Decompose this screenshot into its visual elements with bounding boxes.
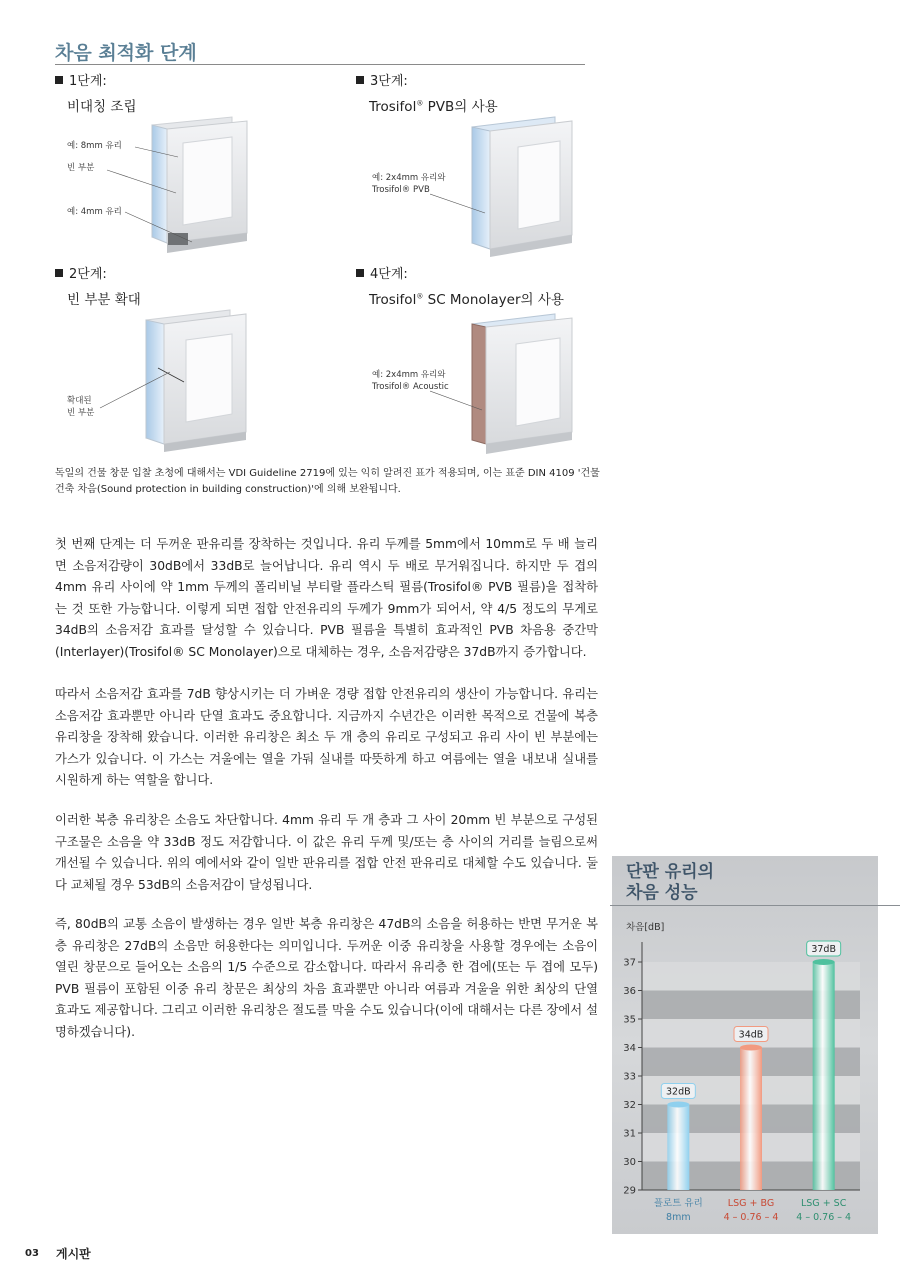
step-3-subtitle: Trosifol® PVB의 사용 — [369, 99, 498, 115]
step-3-label-line2: Trosifol® PVB — [372, 185, 430, 195]
title-rule — [55, 64, 585, 65]
chart-y-tick-label: 29 — [623, 1185, 636, 1197]
chart-y-tick-label: 35 — [623, 1014, 636, 1026]
chart-title-rule — [610, 905, 900, 906]
step-2-label-line1: 확대된 — [67, 396, 92, 406]
paragraph-3: 이러한 복층 유리창은 소음도 차단합니다. 4mm 유리 두 개 층과 그 사이 20mm 빈 부분으로 구성된 구조물은 소음을 약 33dB 정도 저감합니다. 이 값은 유리 두께 및/또는 층 사이의 거리를 늘림으로써 개선될 수 있습니다. 위의 예에서와 같이 일반 판유리를 접합 안전 판유리로 대체할 수도 있습니다. 둘 다 교체될 경우 53dB의 소음저감이 달성됩니다. — [55, 813, 598, 892]
chart-category-label: 플로트 유리 — [653, 1198, 703, 1209]
chart-category-label: LSG + BG — [727, 1198, 775, 1209]
sound-insulation-chart — [612, 912, 878, 1234]
chart-y-tick-label: 34 — [623, 1043, 636, 1054]
step-4-heading — [356, 266, 408, 284]
step-2-heading — [55, 266, 107, 284]
step-3-heading — [356, 73, 408, 91]
chart-y-tick-label: 30 — [623, 1157, 636, 1168]
chart-category-label: LSG + SC — [800, 1198, 847, 1209]
step-2-heading-text: 2단계: — [69, 267, 107, 282]
chart-bar — [740, 1048, 762, 1191]
chart-bar — [667, 1105, 689, 1191]
paragraph-4: 즉, 80dB의 교통 소음이 발생하는 경우 일반 복층 유리창은 47dB의 소음을 허용하는 반면 무거운 복층 유리창은 27dB의 소음만 허용한다는 의미입니다. 두꺼운 이중 유리창을 사용할 경우에는 소음이 열린 창문으로 들어오는 소음의 1/5 수준으로 감소합니다. 따라서 유리층 한 겹에(또는 두 겹에 모두) PVB 필름이 포함된 이중 유리 창문은 최상의 차음 효과뿐만 아니라 여름과 겨울을 위한 최상의 단열 효과도 제공합니다. 그리고 이러한 유리창은 절도를 막을 수도 있습니다(이에 대해서는 다른 장에서 설명하겠습니다). — [55, 917, 598, 1039]
step-3-label-line1: 예: 2x4mm 유리와 — [372, 173, 446, 183]
chart-bar-cap — [813, 959, 835, 965]
step-4-heading-text: 4단계: — [370, 267, 408, 282]
step-4-subtitle: Trosifol® SC Monolayer의 사용 — [369, 292, 564, 308]
section-title: 차음 최적화 단계 — [55, 42, 197, 64]
step-4-label-line2: Trosifol® Acoustic — [372, 382, 449, 392]
step-1-label-gap: 빈 부분 — [67, 163, 95, 173]
chart-category-spec: 4 – 0.76 – 4 — [796, 1212, 852, 1223]
chart-title: 단판 유리의 차음 성능 — [626, 862, 715, 903]
chart-y-tick-label: 31 — [623, 1128, 636, 1140]
glass-diagram-step-2 — [80, 308, 260, 458]
footer-name: 게시판 — [56, 1247, 91, 1261]
chart-value-label: 37dB — [811, 944, 836, 955]
chart-bar-cap — [740, 1045, 762, 1051]
footnote: 독일의 건물 창문 입찰 초청에 대해서는 VDI Guideline 2719에 있는 익히 알려진 표가 적용되며, 이는 표준 DIN 4109 '건물 건축 차음(Sound protection in building construction)'에 의해 보완됩니다. — [55, 468, 600, 495]
chart-category-spec: 8mm — [666, 1212, 691, 1223]
chart-bar — [813, 962, 835, 1190]
step-3-heading-text: 3단계: — [370, 74, 408, 89]
step-1-heading — [55, 73, 107, 91]
chart-value-label: 34dB — [738, 1029, 764, 1041]
glass-diagram-step-4 — [430, 310, 600, 460]
step-1-label-8mm: 예: 8mm 유리 — [67, 141, 122, 151]
step-1-subtitle: 비대칭 조립 — [67, 99, 137, 115]
chart-value-label: 32dB — [666, 1086, 691, 1098]
chart-category-spec: 4 – 0.76 – 4 — [723, 1212, 779, 1223]
step-1-heading-text: 1단계: — [69, 74, 107, 89]
chart-y-label: 차음[dB] — [626, 922, 665, 933]
glass-diagram-step-3 — [430, 113, 600, 263]
step-2-subtitle: 빈 부분 확대 — [67, 292, 141, 308]
step-1-label-4mm: 예: 4mm 유리 — [67, 207, 122, 217]
paragraph-2: 따라서 소음저감 효과를 7dB 향상시키는 더 가벼운 경량 접합 안전유리의 생산이 가능합니다. 유리는 소음저감 효과뿐만 아니라 단열 효과도 중요합니다. 지금까지 수년간은 이러한 목적으로 건물에 복층 유리창을 장착해 왔습니다. 이러한 유리창은 최소 두 개 층의 유리로 구성되고 유리 사이 빈 부분에는 가스가 있습니다. 이 가스는 겨울에는 열을 가둬 실내를 따뜻하게 하고 여름에는 열을 내보내 실내를 시원하게 하는 역할을 합니다. — [55, 687, 598, 787]
step-4-label-line1: 예: 2x4mm 유리와 — [372, 370, 446, 380]
step-2-label-line2: 빈 부분 — [67, 408, 95, 418]
chart-y-tick-label: 32 — [623, 1100, 636, 1111]
page-number: 03 — [25, 1248, 39, 1259]
chart-y-tick-label: 36 — [623, 986, 636, 997]
paragraph-1: 첫 번째 단계는 더 두꺼운 판유리를 장착하는 것입니다. 유리 두께를 5mm에서 10mm로 두 배 늘리면 소음저감량이 30dB에서 33dB로 늘어납니다. 유리 역시 두 배로 무거워집니다. 하지만 두 겹의 4mm 유리 사이에 약 1mm 두께의 폴리비닐 부티랄 플라스틱 필름(Trosifol® PVB 필름)을 접착하는 것 또한 가능합니다. 이렇게 되면 접합 안전유리의 두께가 9mm가 되어서, 약 4/5 정도의 무게로 34dB의 소음저감 효과를 달성할 수 있습니다. PVB 필름을 특별히 효과적인 PVB 차음용 중간막(Interlayer)(Trosifol® SC Monolayer)으로 대체하는 경우, 소음저감량은 37dB까지 증가합니다. — [55, 537, 598, 659]
chart-bar-cap — [667, 1102, 689, 1108]
chart-y-tick-label: 37 — [623, 957, 636, 969]
glass-diagram-step-1 — [60, 115, 260, 265]
chart-y-tick-label: 33 — [623, 1071, 636, 1083]
